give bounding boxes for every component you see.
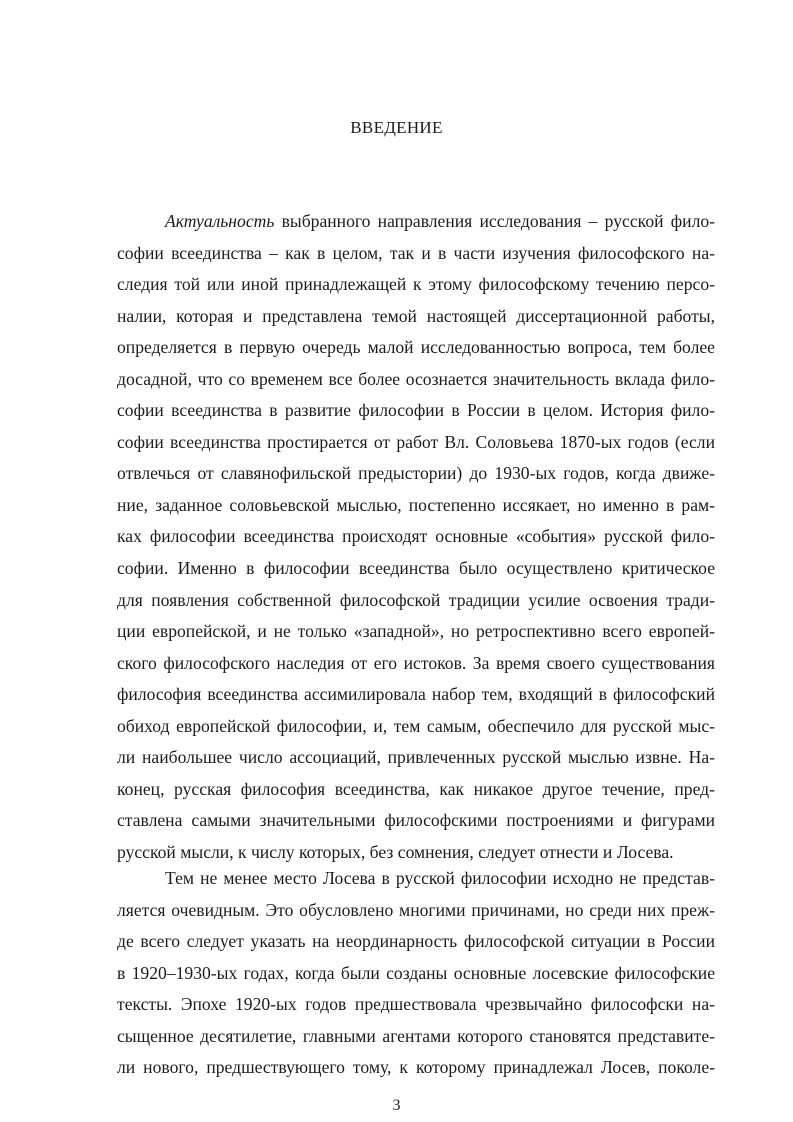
text-line bbox=[117, 206, 715, 238]
text-line: сыщенное десятилетие, главными агентами которого становятся представите- bbox=[117, 1025, 715, 1046]
text-line: для появления собственной философской традиции усилие освоения тради- bbox=[117, 589, 715, 610]
page-title: ВВЕДЕНИЕ bbox=[350, 118, 443, 137]
text-line: в 1920–1930-ых годах, когда были созданы основные лосевские философские bbox=[117, 962, 715, 983]
paragraph-relevance bbox=[117, 206, 715, 868]
text-line: софии всеединства – как в целом, так и в части изучения философского на- bbox=[117, 242, 715, 263]
text-line: ляется очевидным. Это обусловлено многими причинами, но среди них преж- bbox=[117, 899, 715, 920]
text-line: де всего следует указать на неординарность философской ситуации в России bbox=[117, 931, 715, 952]
text-line: следия той или иной принадлежащей к этому философскому течению персо- bbox=[117, 274, 715, 295]
text-line: софии всеединства в развитие философии в России в целом. История фило- bbox=[117, 400, 715, 421]
text-line: досадной, что со временем все более осознается значительность вклада фило- bbox=[117, 368, 715, 389]
text-line: тексты. Эпохе 1920-ых годов предшествовала чрезвычайно философски на- bbox=[117, 994, 715, 1015]
text-line: обиход европейской философии, и, тем самым, обеспечило для русской мыс- bbox=[117, 715, 715, 736]
text-line: софии всеединства простирается от работ Вл. Соловьева 1870-ых годов (если bbox=[117, 431, 715, 452]
text-line: налии, которая и представлена темой настоящей диссертационной работы, bbox=[117, 305, 715, 326]
text-line: ли нового, предшествующего тому, к которому принадлежал Лосев, поколе- bbox=[117, 1057, 715, 1078]
text-line: ского философского наследия от его истоков. За время своего существования bbox=[117, 652, 715, 673]
text-line: ках философии всеединства происходят основные «события» русской фило- bbox=[117, 526, 715, 547]
text-line: ции европейской, и не только «западной», но ретроспективно всего европей- bbox=[117, 621, 715, 642]
text-line: определяется в первую очередь малой исследованностью вопроса, тем более bbox=[117, 337, 715, 358]
text-line: ли наибольшее число ассоциаций, привлеченных русской мыслью извне. На- bbox=[117, 747, 715, 768]
text-line: русской мысли, к числу которых, без сомнения, следует отнести и Лосева. bbox=[117, 841, 674, 862]
text-line: ставлена самыми значительными философскими построениями и фигурами bbox=[117, 810, 715, 831]
page-number: 3 bbox=[392, 1097, 401, 1114]
text-line-rest: выбранного направления исследования – русской фило- bbox=[274, 211, 715, 231]
text-line: ние, заданное соловьевской мыслью, постепенно иссякает, но именно в рам- bbox=[117, 494, 715, 515]
paragraph-losev-place bbox=[117, 863, 715, 1084]
text-line: отвлечься от славянофильской предыстории) до 1930-ых годов, когда движе- bbox=[117, 463, 715, 484]
text-line: софии. Именно в философии всеединства было осуществлено критическое bbox=[117, 558, 715, 579]
text-line: философия всеединства ассимилировала набор тем, входящий в философский bbox=[117, 684, 715, 705]
text-line: конец, русская философия всеединства, как никакое другое течение, пред- bbox=[117, 778, 715, 799]
italic-term: Актуальность bbox=[165, 211, 275, 231]
text-line: Тем не менее место Лосева в русской философии исходно не представ- bbox=[165, 868, 715, 888]
